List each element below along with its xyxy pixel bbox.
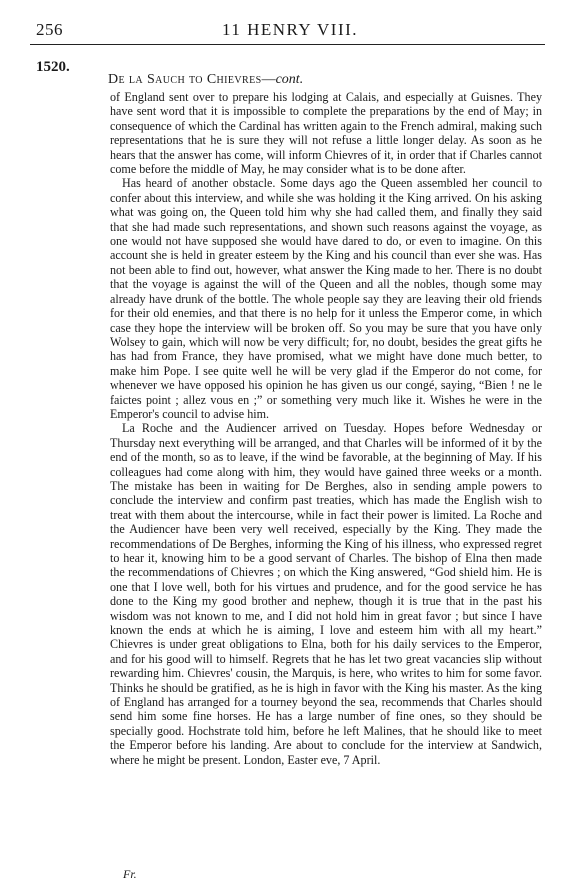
paragraph: Has heard of another obstacle. Some days ago the Queen assembled her council to confer about this interview, and while she was holding it the King arrived. On his asking what was going on, the Queen told him why she had called them, and finally they said that she had made such representations, and shown such reasons against the voyage, as one would not have supposed she would have dared to do, or even to imagine. On this account she is held in greater esteem by the King and his council than ever she was. Has not been able to find out, however, what answer the King made to her. There is no doubt that the voyage is against the will of the Queen and all the nobles, though some may already have drunk of the bottle. The whole people say they are leaving their old friends for their old enemies, and that there is no help for it unless the Emperor come, in which case they hope the interview will be broken off. So you may be sure that you have only Wolsey to gain, which will now be very difficult; for, no doubt, besides the great gifts he has had from France, they have promised, what we might have done much better, to make him Pope. I see quite well he will be very glad if the Emperor do not come, for whenever we have opposed his opinion he has given us our congé, saying, “Bien ! ne le faictes point ; allez vous en ;” or something very much like it. Wishes he were in the Emperor's council to advise him. [110, 176, 542, 421]
margin-year: 1520. [36, 59, 70, 75]
entry-dash: — [261, 72, 276, 87]
entry-title-suffix: cont. [275, 72, 304, 87]
paragraph: of England sent over to prepare his lodging at Calais, and especially at Guisnes. They have sent word that it is impossible to complete the preparations by the end of May; in consequence of which the Cardinal has written again to the French admiral, making such representations that he is sure they will not refuse a little longer delay. As soon as he hears that the answer has come, will inform Chievres of it, in order that if Charles cannot come before the middle of May, he may consider what is to be done after. [110, 90, 542, 177]
paragraph: La Roche and the Audiencer arrived on Tuesday. Hopes before Wednesday or Thursday next everything will be arranged, and that Charles will be informed of it by the end of the month, so as to leave, if the wind be favorable, at the beginning of May. If his colleagues had come along with him, they would have gained three weeks or a month. The mistake has been in waiting for De Berghes, also in sending ample powers to conclude the interview and confirm past treaties, which has made the English wish to treat with them about the intercourse, while in fact their power is limited. La Roche and the Audiencer have been very well received, especially by the King. They made the recommendations of De Berghes, informing the King of his illness, who expressed regret to hear it, knowing him to be a good servant of Charles. The bishop of Elna then made the recommendations of Chievres ; on which the King answered, “God shield him. He is one that I love well, both for his virtues and prudence, and for the good service he has done to the King my good brother and nephew, though it is true that in the past his wisdom was not known to me, and I did not hold him in great favor ; but since I have known the ends at which he is aiming, I love and esteem him with all my heart.” Chievres is under great obligations to Elna, both for his daily services to the Emperor, and for his good will to himself. Regrets that he has let two great vacancies slip without rewarding him. Chievres' cousin, the Marquis, is here, who writes to him for some favor. Thinks he should be gratified, as he is high in favor with the King his master. As the king of England has arranged for a tourney beyond the sea, recommends that Charles should send him some fine horses. He has a large number of fine ones, so they should be specially good. Hochstrate told him, before he left Malines, that he should like to meet the Emperor before his landing. Are about to conclude for the interview at Sandwich, where he might be present. London, Easter eve, 7 April. [110, 421, 542, 767]
entry-title: De la Sauch to Chievres [108, 72, 262, 87]
entry-heading [108, 72, 303, 88]
page-header [36, 18, 544, 44]
page-number: 256 [36, 20, 63, 39]
signature: Fr. [123, 867, 137, 881]
running-head: 11 HENRY VIII. [221, 20, 359, 39]
header-rule [30, 44, 545, 45]
entry-body [110, 90, 542, 767]
